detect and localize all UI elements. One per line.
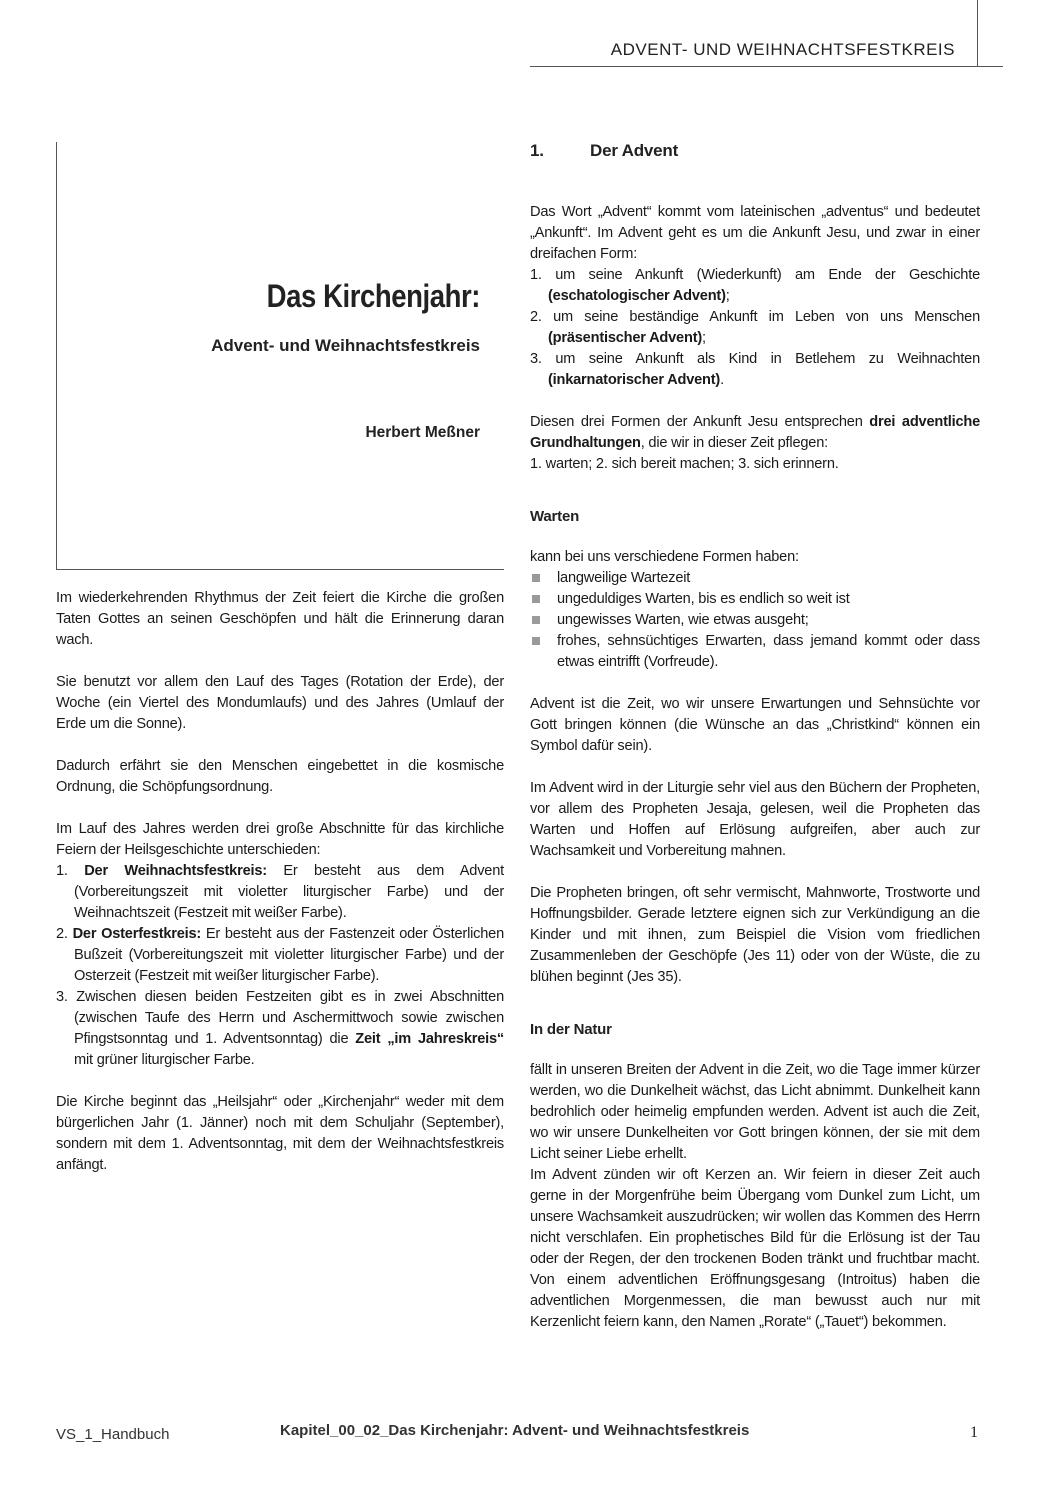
page-number: 1 bbox=[970, 1424, 978, 1441]
document-subtitle: Advent- und Weihnachtsfestkreis bbox=[211, 336, 480, 355]
document-title: Das Kirchenjahr: bbox=[266, 278, 480, 314]
subheading-natur: In der Natur bbox=[530, 1021, 612, 1038]
bullet-square-icon bbox=[532, 616, 540, 624]
paragraph-rhythmus: Im wiederkehrenden Rhythmus der Zeit feiert die Kirche die großen Taten Gottes an seinen Geschöpfen und hält die Erinnerung daran wach. bbox=[56, 590, 504, 648]
list-item: 2. Der Osterfestkreis: Er besteht aus der Fastenzeit oder Österlichen Bußzeit (Vorbereitungszeit mit violetter liturgischer Farbe) und der Osterzeit (Festzeit mit weißer liturgischer Farbe). bbox=[56, 926, 505, 984]
list-item: 3. um seine Ankunft als Kind in Betlehem zu Weihnachten (inkarnatorischer Advent). bbox=[530, 351, 980, 388]
paragraph-abschnitte: Im Lauf des Jahres werden drei große Abschnitte für das kirchliche Feiern der Heilsgeschichte unterschieden: bbox=[56, 821, 504, 858]
warten-list bbox=[530, 568, 980, 673]
paragraph-propheten: Die Propheten bringen, oft sehr vermischt, Mahnworte, Trostworte und Hoffnungsbilder. Gerade letztere eignen sich zur Verkündigung an die Kinder und mit ihnen, zum Beispiel die Vision vom friedlichen Zusammenleben der Geschöpfe (Jes 11) oder von der Wüste, die zu blühen beginnt (Jes 35). bbox=[530, 885, 980, 985]
header-vertical-rule bbox=[977, 0, 978, 66]
list-item: 1. Der Weihnachtsfestkreis: Er besteht aus dem Advent (Vorbereitungszeit mit violetter liturgischer Farbe) und der Weihnachtszeit (Festzeit mit weißer Farbe). bbox=[56, 863, 504, 921]
section-title: Der Advent bbox=[590, 141, 679, 160]
section-number: 1. bbox=[530, 141, 544, 160]
author-name: Herbert Meßner bbox=[365, 424, 480, 441]
footer-chapter: Kapitel_00_02_Das Kirchenjahr: Advent- und Weihnachtsfestkreis bbox=[280, 1422, 750, 1439]
paragraph-kerzen: Im Advent zünden wir oft Kerzen an. Wir feiern in dieser Zeit auch gerne in der Morgenfrühe beim Übergang vom Dunkel zum Licht, um unsere Wachsamkeit auszudrücken; wir wollen das Kommen des Herrn nicht verschlafen. Ein prophetisches Bild für die Erlösung ist der Tau oder der Regen, der den trockenen Boden tränkt und fruchtbar macht. Von einem adventlichen Eröffnungsgesang (Introitus) haben die adventlichen Morgenmessen, die man bewusst auch nur mit Kerzenlicht feiern kann, den Namen „Rorate“ („Tauet“) bekommen. bbox=[530, 1167, 980, 1330]
title-box-left-rule bbox=[56, 142, 57, 570]
right-column bbox=[530, 140, 980, 1333]
paragraph-grundhaltungen: Diesen drei Formen der Ankunft Jesu entsprechen drei adventliche Grundhaltungen, die wir in dieser Zeit pflegen: bbox=[530, 414, 981, 451]
running-header: ADVENT- UND WEIHNACHTSFESTKREIS bbox=[610, 40, 955, 59]
paragraph-kirchenjahr-beginn: Die Kirche beginnt das „Heilsjahr“ oder „Kirchenjahr“ weder mit dem bürgerlichen Jahr (1. Jänner) noch mit dem Schuljahr (September), sondern mit dem 1. Adventsonntag, mit dem der Weihnachtsfestkreis anfängt. bbox=[56, 1094, 504, 1173]
footer-handbook: VS_1_Handbuch bbox=[56, 1426, 170, 1443]
bullet-square-icon bbox=[532, 595, 540, 603]
paragraph-intro: Das Wort „Advent“ kommt vom lateinischen „adventus“ und bedeutet „Ankunft“. Im Advent geht es um die Ankunft Jesu, und zwar in einer dreifachen Form: bbox=[530, 204, 980, 262]
list-item: 3. Zwischen diesen beiden Festzeiten gibt es in zwei Abschnitten (zwischen Taufe des Herrn und Aschermittwoch sowie zwischen Pfingstsonntag und 1. Adventsonntag) die Zeit „im Jahreskreis“ mit grüner liturgischer Farbe. bbox=[56, 989, 504, 1068]
paragraph-lauf: Sie benutzt vor allem den Lauf des Tages (Rotation der Erde), der Woche (ein Viertel des Mondumlaufs) und des Jahres (Umlauf der Erde um die Sonne). bbox=[56, 674, 504, 732]
list-item: ungeduldiges Warten, bis es endlich so weit ist bbox=[530, 589, 980, 610]
paragraph-ordnung: Dadurch erfährt sie den Menschen eingebettet in die kosmische Ordnung, die Schöpfungsordnung. bbox=[56, 758, 504, 795]
paragraph-liturgie: Im Advent wird in der Liturgie sehr viel aus den Büchern der Propheten, vor allem des Propheten Jesaja, gelesen, weil die Propheten das Warten und Hoffen auf Erlösung aufgreifen, aber auch zur Wachsamkeit und Vorbereitung mahnen. bbox=[530, 780, 980, 859]
festkreis-list bbox=[56, 861, 504, 1071]
section-heading bbox=[530, 140, 980, 161]
bullet-square-icon bbox=[532, 637, 540, 645]
list-item: frohes, sehnsüchtiges Erwarten, dass jemand kommt oder dass etwas eintrifft (Vorfreude). bbox=[530, 631, 980, 673]
grundhaltungen-list: 1. warten; 2. sich bereit machen; 3. sich erinnern. bbox=[530, 456, 839, 472]
list-item: langweilige Wartezeit bbox=[530, 568, 980, 589]
title-box-bottom-rule bbox=[56, 569, 504, 570]
header-rule bbox=[530, 66, 1003, 67]
paragraph-advent-zeit: Advent ist die Zeit, wo wir unsere Erwartungen und Sehnsüchte vor Gott bringen können (die Wünsche an das „Christkind“ können ein Symbol dafür sein). bbox=[530, 696, 980, 754]
paragraph-natur: fällt in unseren Breiten der Advent in die Zeit, wo die Tage immer kürzer werden, wo die Dunkelheit wächst, das Licht abnimmt. Dunkelheit kann bedrohlich oder heimelig empfunden werden. Advent ist auch die Zeit, wo wir unsere Dunkelheiten vor Gott bringen können, der sie mit dem Licht seiner Liebe erhellt. bbox=[530, 1062, 980, 1162]
paragraph-warten-intro: kann bei uns verschiedene Formen haben: bbox=[530, 549, 799, 565]
advent-forms-list bbox=[530, 265, 980, 391]
list-item: 2. um seine beständige Ankunft im Leben von uns Menschen (präsentischer Advent); bbox=[530, 309, 980, 346]
bullet-square-icon bbox=[532, 574, 540, 582]
list-item: ungewisses Warten, wie etwas ausgeht; bbox=[530, 610, 980, 631]
subheading-warten: Warten bbox=[530, 508, 580, 525]
list-item: 1. um seine Ankunft (Wiederkunft) am Ende der Geschichte (eschatologischer Advent); bbox=[530, 267, 980, 304]
left-column bbox=[56, 588, 504, 1176]
